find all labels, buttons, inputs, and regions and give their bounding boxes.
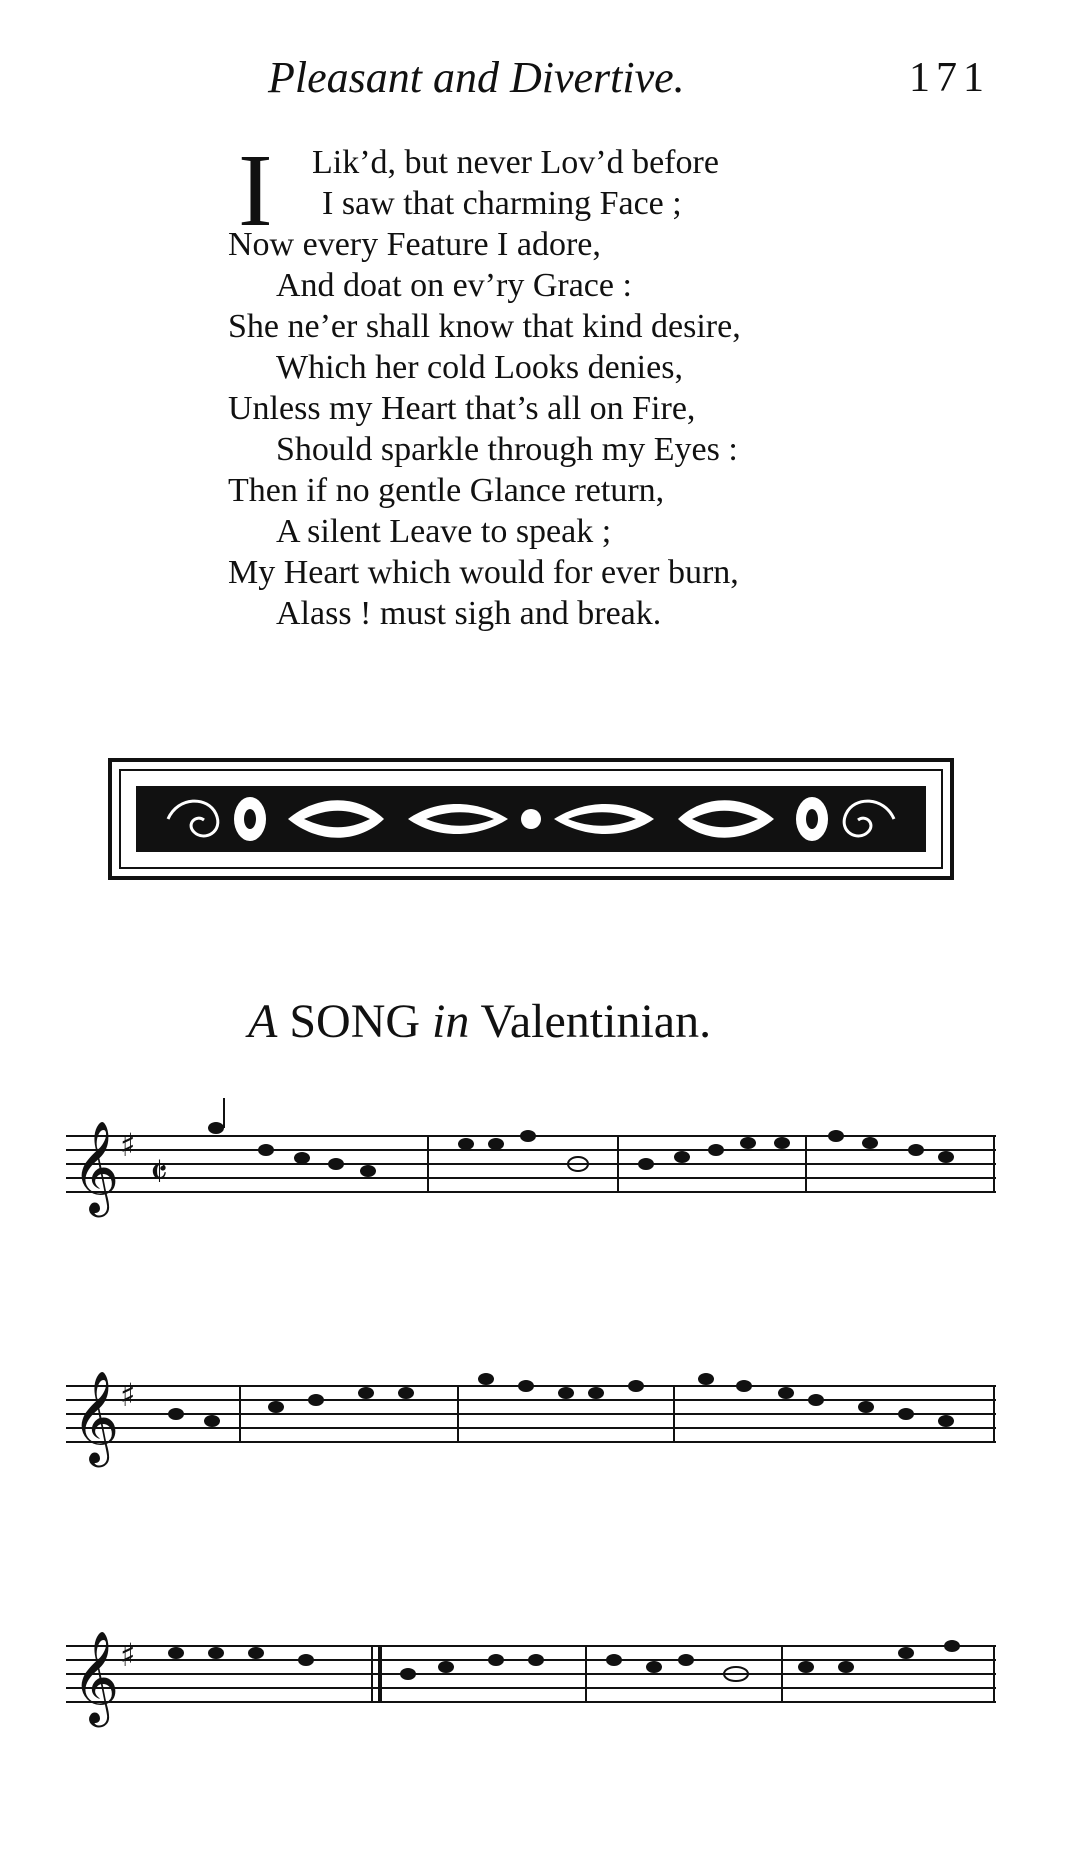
poem-line: Which her cold Looks denies,	[276, 349, 683, 386]
poem-line: Now every Feature I adore,	[228, 226, 601, 263]
svg-text:𝄞: 𝄞	[72, 1120, 120, 1213]
svg-text:♯: ♯	[120, 1126, 136, 1164]
poem-line: And doat on ev’ry Grace :	[276, 267, 632, 304]
poem-line: Then if no gentle Glance return,	[228, 472, 665, 509]
song-title: A SONG in Valentinian.	[248, 995, 712, 1048]
svg-text:𝄞: 𝄞	[72, 1370, 120, 1463]
poem-line: Alass ! must sigh and break.	[276, 595, 662, 632]
drop-cap: I	[238, 133, 273, 248]
music-staff-1	[66, 1098, 1006, 1248]
svg-text:𝄞: 𝄞	[72, 1630, 120, 1723]
svg-text:𝄵: 𝄵	[150, 1150, 168, 1196]
ornament-banner	[108, 758, 954, 880]
page-number: 171	[909, 55, 990, 101]
poem-line: I saw that charming Face ;	[322, 185, 682, 222]
poem-line: Should sparkle through my Eyes :	[276, 431, 738, 468]
svg-text:♯: ♯	[120, 1376, 136, 1414]
poem-line: Lik’d, but never Lov’d before	[312, 144, 719, 181]
music-staff-2	[66, 1348, 1006, 1498]
poem-line: My Heart which would for ever burn,	[228, 554, 739, 591]
running-head: Pleasant and Divertive.	[268, 53, 685, 102]
music-staff-3	[66, 1608, 1006, 1758]
svg-text:♯: ♯	[120, 1636, 136, 1674]
poem-text	[228, 133, 741, 634]
poem-line: She ne’er shall know that kind desire,	[228, 308, 741, 345]
poem-line: Unless my Heart that’s all on Fire,	[228, 390, 696, 427]
poem-line: A silent Leave to speak ;	[276, 513, 612, 550]
